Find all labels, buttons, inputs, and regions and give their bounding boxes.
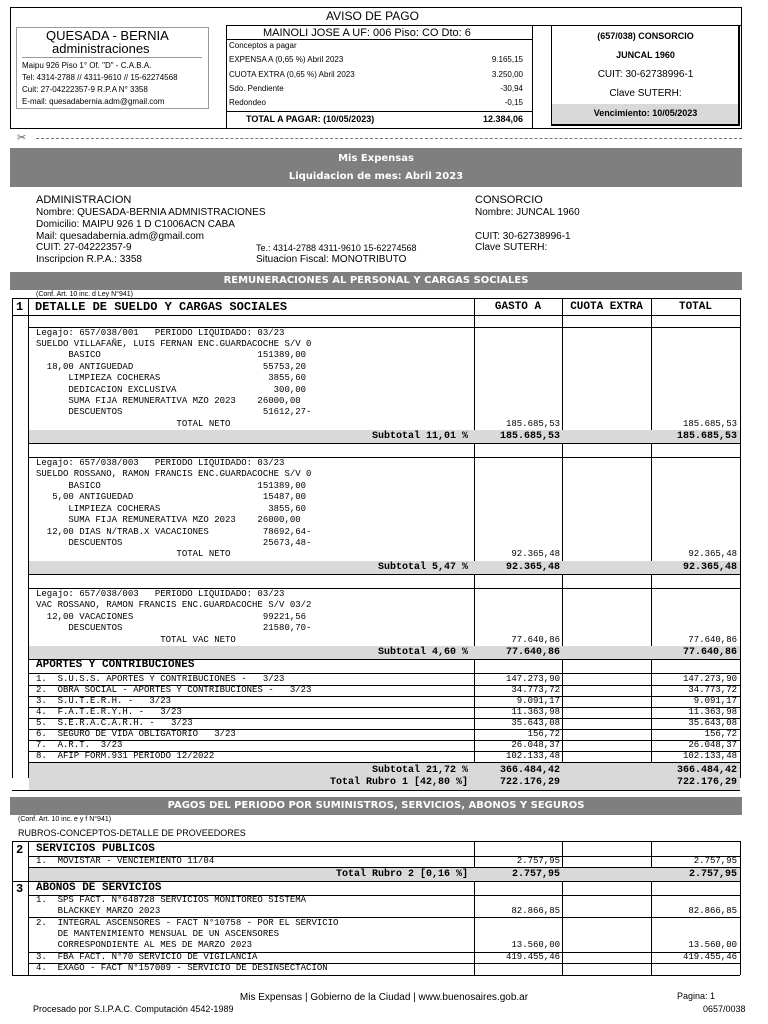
- aportes-row-total: 147.273,90: [682, 674, 737, 684]
- admin-card-email: E-mail: quesadabernia.adm@gmail.com: [22, 97, 165, 106]
- section1-note: (Conf. Art. 10 inc. d Ley N°941): [36, 291, 133, 298]
- legajo1-line: TOTAL NETO: [36, 419, 231, 429]
- legajo3-subtotal-label: Subtotal 4,60 %: [377, 647, 468, 658]
- banner-title: Mis Expensas: [338, 153, 414, 164]
- legajo1-line: DESCUENTOS 51612,27-: [36, 407, 312, 417]
- rubro2-row-label: 1. MOVISTAR - VENCIEMIENTO 11/04: [36, 856, 215, 866]
- concept-1-label: EXPENSA A (0,65 %) Abril 2023: [229, 55, 344, 64]
- aportes-row-total: 9.091,17: [693, 696, 737, 706]
- admin-info-mail: Mail: quesadabernia.adm@gmail.com: [36, 231, 205, 242]
- legajo3-line: 12,00 VACACIONES 99221,56: [36, 612, 307, 622]
- rubro3-row-gasto: 419.455,46: [505, 952, 560, 962]
- legajo2-line: LIMPIEZA COCHERAS 3855,60: [36, 504, 307, 514]
- aportes-row-label: 6. SEGURO DE VIDA OBLIGATORIO 3/23: [36, 729, 236, 739]
- section2-note: (Conf. Art. 10 inc. e y f N°941): [18, 816, 112, 823]
- legajo2-line: BASICO 151389,00: [36, 481, 307, 491]
- unit-label: MAINOLI JOSE A UF: 006 Piso: CO Dto: 6: [263, 27, 471, 39]
- legajo1-subtotal-total: 185.685,53: [676, 431, 737, 442]
- legajo1-neto-total: 185.685,53: [682, 419, 737, 429]
- aportes-row-total: 26.048,37: [688, 740, 737, 750]
- rubro2-row-gasto: 2.757,95: [516, 856, 560, 866]
- aportes-row-total: 35.643,08: [688, 718, 737, 728]
- aportes-row-label: 8. AFIP FORM.931 PERIODO 12/2022: [36, 751, 215, 761]
- legajo1-line: BASICO 151389,00: [36, 350, 307, 360]
- legajo3-neto-total: 77.640,86: [688, 635, 737, 645]
- aportes-row-gasto: 26.048,37: [511, 740, 560, 750]
- rubro3-row-gasto: 13.560,00: [511, 940, 560, 950]
- legajo1-subtotal-gasto: 185.685,53: [499, 431, 560, 442]
- total-to-pay-value: 12.384,06: [482, 114, 523, 124]
- legajo3-line: Legajo: 657/038/003 PERIODO LIQUIDADO: 03/23: [36, 589, 285, 599]
- aportes-row-gasto: 156,72: [527, 729, 560, 739]
- concept-2-value: 3.250,00: [491, 70, 523, 79]
- section1-title: DETALLE DE SUELDO Y CARGAS SOCIALES: [35, 300, 288, 314]
- aportes-row-gasto: 34.773,72: [511, 685, 560, 695]
- legajo3-neto-gasto: 77.640,86: [511, 635, 560, 645]
- admin-info-fiscal: Situacion Fiscal: MONOTRIBUTO: [256, 254, 407, 265]
- rubro3-row-line: 3. FBA FACT. N°70 SERVICIO DE VIGILANCIA: [36, 952, 258, 962]
- legajo2-subtotal-gasto: 92.365,48: [505, 562, 560, 573]
- concept-4-label: Redondeo: [229, 98, 266, 107]
- rubro2-row-total: 2.757,95: [693, 856, 737, 866]
- aportes-row-label: 5. S.E.R.A.C.A.R.H. - 3/23: [36, 718, 193, 728]
- section1-bar: REMUNERACIONES AL PERSONAL Y CARGAS SOCIALES: [10, 272, 742, 290]
- rubro2-num: 2: [16, 843, 24, 857]
- rubro3-row-total: 419.455,46: [682, 952, 737, 962]
- legajo3-subtotal-total: 77.640,86: [682, 647, 737, 658]
- rubro3-row-line: 4. EXAGO - FACT N°157009 - SERVICIO DE DESINSECTACION: [36, 963, 328, 973]
- consorcio-info-title: CONSORCIO: [475, 194, 543, 206]
- vencimiento: Vencimiento: 10/05/2023: [593, 108, 698, 118]
- aportes-row-label: 1. S.U.S.S. APORTES Y CONTRIBUCIONES - 3/23: [36, 674, 285, 684]
- rubro3-num: 3: [16, 882, 24, 896]
- legajo3-subtotal-gasto: 77.640,86: [505, 647, 560, 658]
- aportes-row-gasto: 11.363,98: [511, 707, 560, 717]
- footer-code: 0657/0038: [703, 1004, 746, 1014]
- aportes-row-total: 11.363,98: [688, 707, 737, 717]
- concept-2-label: CUOTA EXTRA (0,65 %) Abril 2023: [229, 70, 355, 79]
- legajo2-line: 5,00 ANTIGUEDAD 15487,00: [36, 492, 307, 502]
- rubro2-total-total: 2.757,95: [688, 869, 737, 880]
- aportes-row-total: 34.773,72: [688, 685, 737, 695]
- legajo2-line: SUELDO ROSSANO, RAMON FRANCIS ENC.GUARDACOCHE S/V 0: [36, 469, 312, 479]
- rubros-label: RUBROS-CONCEPTOS-DETALLE DE PROVEEDORES: [18, 828, 246, 838]
- consorcio-cuit: CUIT: 30-62738996-1: [597, 69, 694, 80]
- col-total-header: TOTAL: [678, 301, 712, 313]
- rubro3-row-total: 13.560,00: [688, 940, 737, 950]
- aportes-row-label: 2. OBRA SOCIAL - APORTES Y CONTRIBUCIONES - 3/23: [36, 685, 312, 695]
- aportes-row-gasto: 9.091,17: [516, 696, 560, 706]
- legajo1-line: LIMPIEZA COCHERAS 3855,60: [36, 373, 307, 383]
- admin-info-rpa: Inscripcion R.P.A.: 3358: [36, 254, 142, 265]
- concept-3-label: Sdo. Pendiente: [229, 84, 284, 93]
- admin-info-title: ADMINISTRACION: [36, 194, 132, 206]
- rubro2-title: SERVICIOS PUBLICOS: [36, 843, 155, 855]
- aportes-row-gasto: 102.133,48: [505, 751, 560, 761]
- rubro1-total-total: 722.176,29: [676, 777, 737, 788]
- rubro3-row-line: BLACKKEY MARZO 2023: [36, 906, 161, 916]
- rubro3-row-total: 82.866,85: [688, 906, 737, 916]
- consorcio-code: (657/038) CONSORCIO: [597, 31, 694, 41]
- aportes-subtotal-label: Subtotal 21,72 %: [371, 765, 468, 776]
- admin-card-name: QUESADA - BERNIA: [46, 28, 169, 43]
- legajo2-line: Legajo: 657/038/003 PERIODO LIQUIDADO: 03/23: [36, 458, 285, 468]
- aportes-subtotal-total: 366.484,42: [676, 765, 737, 776]
- consorcio-info-cuit: CUIT: 30-62738996-1: [475, 231, 571, 242]
- aportes-subtotal-gasto: 366.484,42: [499, 765, 560, 776]
- admin-card-phones: Tel: 4314-2788 // 4311-9610 // 15-62274568: [22, 73, 178, 82]
- footer-page: Pagina: 1: [677, 991, 716, 1001]
- admin-info-cuit: CUIT: 27-04222357-9: [36, 242, 132, 253]
- legajo1-line: SUMA FIJA REMUNERATIVA MZO 2023 26000,00: [36, 396, 301, 406]
- legajo1-line: 18,00 ANTIGUEDAD 55753,20: [36, 362, 307, 372]
- legajo2-line: TOTAL NETO: [36, 549, 231, 559]
- rubro2-total-gasto: 2.757,95: [511, 869, 560, 880]
- consorcio-name: JUNCAL 1960: [616, 50, 675, 60]
- section2-bar: PAGOS DEL PERIODO POR SUMINISTROS, SERVICIOS, ABONOS Y SEGUROS: [10, 797, 742, 815]
- section1-num: 1: [16, 300, 24, 314]
- banner-period: Liquidacion de mes: Abril 2023: [288, 171, 464, 182]
- legajo1-line: Legajo: 657/038/001 PERIODO LIQUIDADO: 03/23: [36, 328, 285, 338]
- consorcio-info-suterh: Clave SUTERH:: [475, 242, 548, 253]
- total-to-pay-label: TOTAL A PAGAR: (10/05/2023): [246, 114, 375, 124]
- legajo1-subtotal-label: Subtotal 11,01 %: [371, 431, 468, 442]
- rubro3-row-gasto: 82.866,85: [511, 906, 560, 916]
- rubro1-total-label: Total Rubro 1 [42,80 %]: [329, 777, 468, 788]
- legajo2-line: DESCUENTOS 25673,48-: [36, 538, 312, 548]
- consorcio-suterh: Clave SUTERH:: [609, 88, 682, 99]
- legajo3-line: VAC ROSSANO, RAMON FRANCIS ENC.GUARDACOCHE S/V 03/2: [36, 600, 312, 610]
- scissors-icon: ✂: [17, 132, 27, 144]
- concept-1-value: 9.165,15: [491, 55, 523, 64]
- legajo1-line: DEDICACION EXCLUSIVA 300,00: [36, 385, 307, 395]
- admin-card-subname: administraciones: [52, 41, 150, 56]
- rubro3-row-line: DE MANTENIMIENTO MENSUAL DE UN ASCENSORES: [36, 929, 280, 939]
- legajo1-line: SUELDO VILLAFAÑE, LUIS FERNAN ENC.GUARDACOCHE S/V 0: [36, 339, 312, 349]
- concepts-label: Conceptos a pagar: [229, 41, 297, 50]
- admin-card-address: Maipu 926 Piso 1° Of. "D" - C.A.B.A.: [22, 61, 152, 70]
- legajo2-neto-gasto: 92.365,48: [511, 549, 560, 559]
- aportes-row-gasto: 147.273,90: [505, 674, 560, 684]
- legajo1-neto-gasto: 185.685,53: [505, 419, 560, 429]
- rubro3-row-line: CORRESPONDIENTE AL MES DE MARZO 2023: [36, 940, 253, 950]
- aportes-row-gasto: 35.643,08: [511, 718, 560, 728]
- legajo2-line: 12,00 DIAS N/TRAB.X VACACIONES 78692,64-: [36, 527, 312, 537]
- col-gasto-header: GASTO A: [494, 301, 542, 313]
- aportes-row-label: 7. A.R.T. 3/23: [36, 740, 123, 750]
- aportes-row-total: 156,72: [704, 729, 737, 739]
- concept-3-value: -30,94: [500, 84, 523, 93]
- aportes-row-label: 4. F.A.T.E.R.Y.H. - 3/23: [36, 707, 182, 717]
- legajo2-neto-total: 92.365,48: [688, 549, 737, 559]
- rubro3-title: ABONOS DE SERVICIOS: [36, 882, 162, 894]
- admin-info-nombre: Nombre: QUESADA-BERNIA ADMNISTRACIONES: [36, 207, 266, 218]
- coupon-title: AVISO DE PAGO: [326, 9, 419, 23]
- aportes-row-total: 102.133,48: [682, 751, 737, 761]
- rubro1-total-gasto: 722.176,29: [499, 777, 560, 788]
- admin-info-tel: Te.: 4314-2788 4311-9610 15-62274568: [256, 243, 417, 253]
- aportes-row-label: 3. S.U.T.E.R.H. - 3/23: [36, 696, 172, 706]
- rubro3-row-line: 1. SPS FACT. N°648728 SERVICIOS MONITOREO SISTEMA: [36, 895, 307, 905]
- legajo2-line: SUMA FIJA REMUNERATIVA MZO 2023 26000,00: [36, 515, 301, 525]
- legajo3-line: DESCUENTOS 21580,70-: [36, 623, 312, 633]
- concept-4-value: -0,15: [504, 98, 523, 107]
- consorcio-info-nombre: Nombre: JUNCAL 1960: [475, 207, 580, 218]
- footer-center: Mis Expensas | Gobierno de la Ciudad | www.buenosaires.gob.ar: [239, 992, 529, 1003]
- legajo2-subtotal-total: 92.365,48: [682, 562, 737, 573]
- aportes-title: APORTES Y CONTRIBUCIONES: [36, 659, 195, 671]
- col-cuota-header: CUOTA EXTRA: [570, 301, 643, 313]
- admin-card-cuit: Cuit: 27-04222357-9 R.P.A N° 3358: [22, 85, 148, 94]
- rubro2-total-label: Total Rubro 2 [0,16 %]: [335, 869, 468, 880]
- footer-processed: Procesado por S.I.P.A.C. Computación 4542-1989: [33, 1004, 234, 1014]
- rubro3-row-line: 2. INTEGRAL ASCENSORES - FACT N°10758 - POR EL SERVICIO: [36, 918, 339, 928]
- admin-info-domicilio: Domicilio: MAIPU 926 1 D C1006ACN CABA: [36, 219, 235, 230]
- legajo2-subtotal-label: Subtotal 5,47 %: [377, 562, 468, 573]
- legajo3-line: TOTAL VAC NETO: [36, 635, 236, 645]
